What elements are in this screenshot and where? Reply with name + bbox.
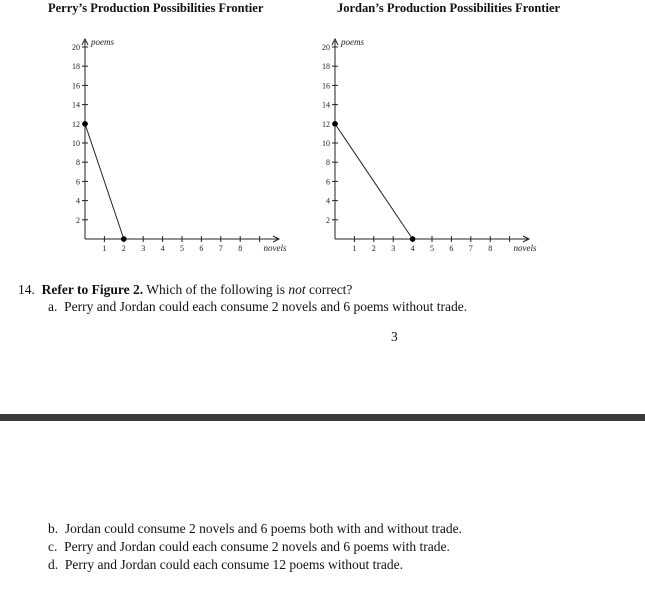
y-axis-label: poems [91,37,114,47]
x-tick-label: 2 [121,244,126,253]
ppf-line [335,124,413,239]
option-b [48,521,462,537]
x-tick-label: 7 [468,244,473,253]
y-tick-label: 12 [72,119,80,129]
option-letter: b. [48,521,59,536]
y-tick-label: 16 [72,81,80,91]
option-letter: a. [48,299,58,314]
question-lead: Refer to Figure 2. [41,282,144,297]
option-c [48,539,450,555]
question-text-after: correct? [305,282,353,297]
x-tick-label: 4 [410,244,415,253]
option-text: Jordan could consume 2 novels and 6 poems both with and without trade. [64,521,462,536]
y-tick-label: 4 [76,196,80,206]
question-number: 14. [18,282,35,297]
ppf-line [85,124,124,239]
x-tick-label: 1 [352,244,357,253]
option-text: Perry and Jordan could each consume 12 poems without trade. [64,557,404,572]
perry-chart-title: Perry’s Production Possibilities Frontier [48,1,264,15]
option-a [48,299,467,315]
question-stem [18,282,352,298]
x-tick-label: 3 [391,244,396,253]
question-text-before: Which of the following is [143,282,289,297]
x-tick-label: 5 [430,244,434,253]
y-tick-label: 20 [72,43,80,52]
y-axis-label: poems [341,37,364,47]
x-tick-label: 6 [199,244,204,253]
x-tick-label: 8 [238,244,243,253]
y-tick-label: 14 [322,100,330,110]
x-tick-label: 5 [180,244,184,253]
x-tick-label: 6 [449,244,454,253]
ppf-endpoint [121,236,127,242]
option-letter: c. [48,539,58,554]
y-tick-label: 10 [72,139,80,148]
ppf-endpoint [82,121,88,127]
y-tick-label: 20 [322,43,330,52]
x-tick-label: 2 [371,244,376,253]
y-tick-label: 16 [322,81,330,91]
page-divider [0,414,645,421]
x-axis-label: novels [513,243,537,253]
y-tick-label: 4 [326,196,330,206]
option-text: Perry and Jordan could each consume 2 novels and 6 poems without trade. [64,299,468,314]
page-number: 3 [391,329,398,344]
option-d [48,557,403,573]
y-tick-label: 18 [72,62,80,72]
ppf-endpoint [332,121,338,127]
y-tick-label: 6 [76,177,80,187]
option-text: Perry and Jordan could each consume 2 novels and 6 poems with trade. [64,539,450,554]
y-tick-label: 12 [322,119,330,129]
jordan-ppf-chart [305,28,545,263]
x-axis-label: novels [263,243,287,253]
question-emphasis: not [288,282,306,297]
y-tick-label: 8 [76,158,80,168]
y-tick-label: 2 [76,215,80,225]
ppf-endpoint [410,236,416,242]
x-tick-label: 1 [102,244,107,253]
jordan-chart-title: Jordan’s Production Possibilities Frontier [337,1,561,15]
y-tick-label: 8 [326,158,330,168]
y-tick-label: 14 [72,100,80,110]
y-tick-label: 18 [322,62,330,72]
y-tick-label: 10 [322,139,330,148]
x-tick-label: 7 [218,244,223,253]
y-tick-label: 2 [326,215,330,225]
x-tick-label: 4 [160,244,165,253]
x-tick-label: 3 [141,244,146,253]
x-tick-label: 8 [488,244,493,253]
y-tick-label: 6 [326,177,330,187]
option-letter: d. [48,557,59,572]
perry-ppf-chart [55,28,295,263]
